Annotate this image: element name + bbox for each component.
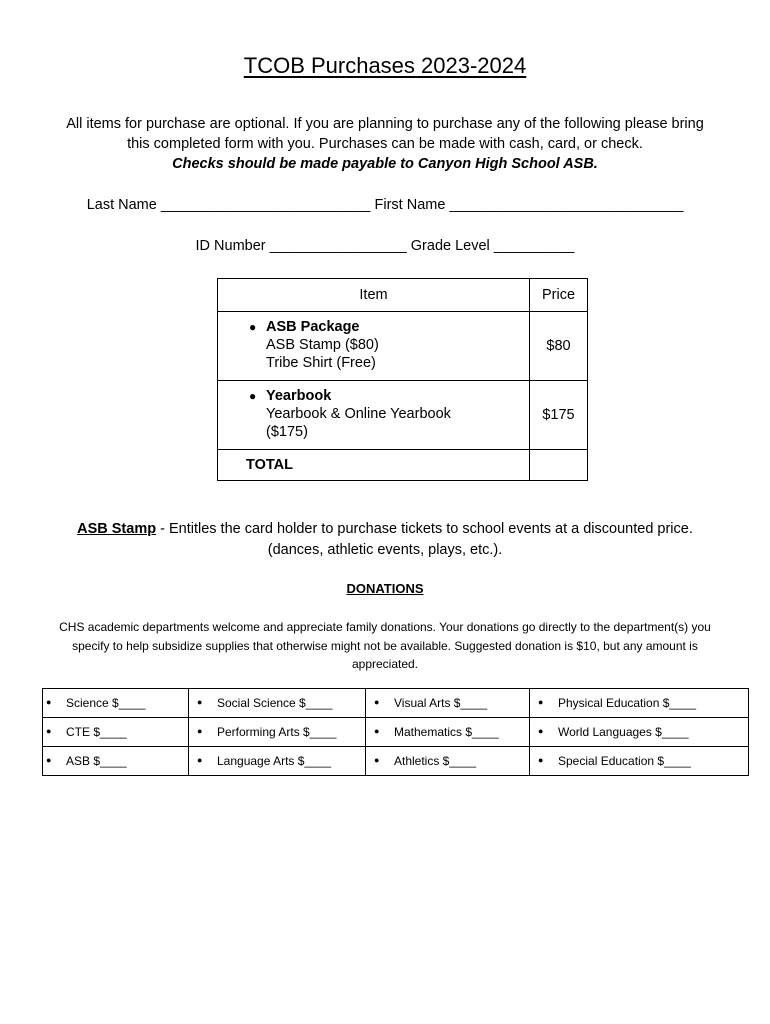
donation-cell[interactable]: ● Mathematics $____: [366, 718, 530, 747]
bullet-icon: ●: [374, 726, 380, 736]
total-label: TOTAL: [218, 450, 530, 481]
checks-payable-note: Checks should be made payable to Canyon High School ASB.: [172, 156, 598, 172]
total-value[interactable]: [530, 450, 588, 481]
name-fields: Last Name __________________________ First Name _____________________________: [86, 197, 684, 213]
bullet-icon: ●: [46, 755, 52, 765]
table-header-row: [218, 279, 588, 312]
bullet-icon: ●: [197, 726, 203, 736]
total-row: [218, 450, 588, 481]
item-name: ASB Package: [266, 319, 360, 335]
donation-cell[interactable]: ● Performing Arts $____: [189, 718, 366, 747]
bullet-icon: ●: [249, 389, 257, 403]
item-desc: Yearbook & Online Yearbook: [266, 406, 451, 422]
bullet-icon: ●: [538, 726, 544, 736]
item-price: $175: [530, 381, 588, 450]
bullet-icon: ●: [46, 697, 52, 707]
donation-cell[interactable]: ● World Languages $____: [530, 718, 749, 747]
donation-cell[interactable]: ● CTE $____: [43, 718, 189, 747]
bullet-icon: ●: [538, 697, 544, 707]
donation-cell[interactable]: ● Athletics $____: [366, 747, 530, 776]
donation-cell[interactable]: ● Science $____: [43, 689, 189, 718]
header-item: Item: [218, 279, 530, 312]
table-row: [218, 312, 588, 381]
donation-cell[interactable]: ● Visual Arts $____: [366, 689, 530, 718]
item-desc: ($175): [266, 424, 308, 440]
donations-text: CHS academic departments welcome and appreciate family donations. Your donations go directly to the department(s) you specify to help subsidize supplies that otherwise might not be available. Suggested donation is $10, but any amount is appreciated.: [59, 620, 711, 671]
bullet-icon: ●: [374, 697, 380, 707]
asb-stamp-label: ASB Stamp: [77, 521, 157, 537]
item-name: Yearbook: [266, 388, 332, 404]
asb-stamp-examples: (dances, athletic events, plays, etc.).: [267, 542, 503, 558]
item-cell: [218, 381, 530, 450]
asb-stamp-description: [40, 519, 730, 561]
item-price: $80: [530, 312, 588, 381]
table-row: [218, 381, 588, 450]
bullet-icon: ●: [197, 697, 203, 707]
bullet-icon: ●: [197, 755, 203, 765]
intro-line-1: All items for purchase are optional. If you are planning to purchase any of the following please bring: [66, 116, 704, 132]
item-cell: [218, 312, 530, 381]
donation-cell[interactable]: ● Language Arts $____: [189, 747, 366, 776]
bullet-icon: ●: [538, 755, 544, 765]
bullet-icon: ●: [46, 726, 52, 736]
bullet-icon: ●: [249, 320, 257, 334]
page-title: TCOB Purchases 2023-2024: [243, 53, 527, 78]
donation-row: [43, 689, 749, 718]
purchase-items-table: [217, 278, 588, 481]
donations-grid: [42, 688, 749, 776]
id-grade-fields: ID Number _________________ Grade Level __________: [195, 238, 575, 254]
item-desc: Tribe Shirt (Free): [266, 355, 376, 371]
intro-paragraph: [40, 114, 730, 174]
donation-cell[interactable]: ● Social Science $____: [189, 689, 366, 718]
asb-stamp-text: - Entitles the card holder to purchase tickets to school events at a discounted price.: [156, 521, 693, 537]
donation-row: [43, 718, 749, 747]
donation-cell[interactable]: ● Special Education $____: [530, 747, 749, 776]
intro-line-2: this completed form with you. Purchases can be made with cash, card, or check.: [127, 136, 643, 152]
item-desc: ASB Stamp ($80): [266, 337, 379, 353]
donations-heading: DONATIONS: [346, 581, 424, 596]
bullet-icon: ●: [374, 755, 380, 765]
donation-cell[interactable]: ● Physical Education $____: [530, 689, 749, 718]
header-price: Price: [530, 279, 588, 312]
donation-cell[interactable]: ● ASB $____: [43, 747, 189, 776]
donation-row: [43, 747, 749, 776]
